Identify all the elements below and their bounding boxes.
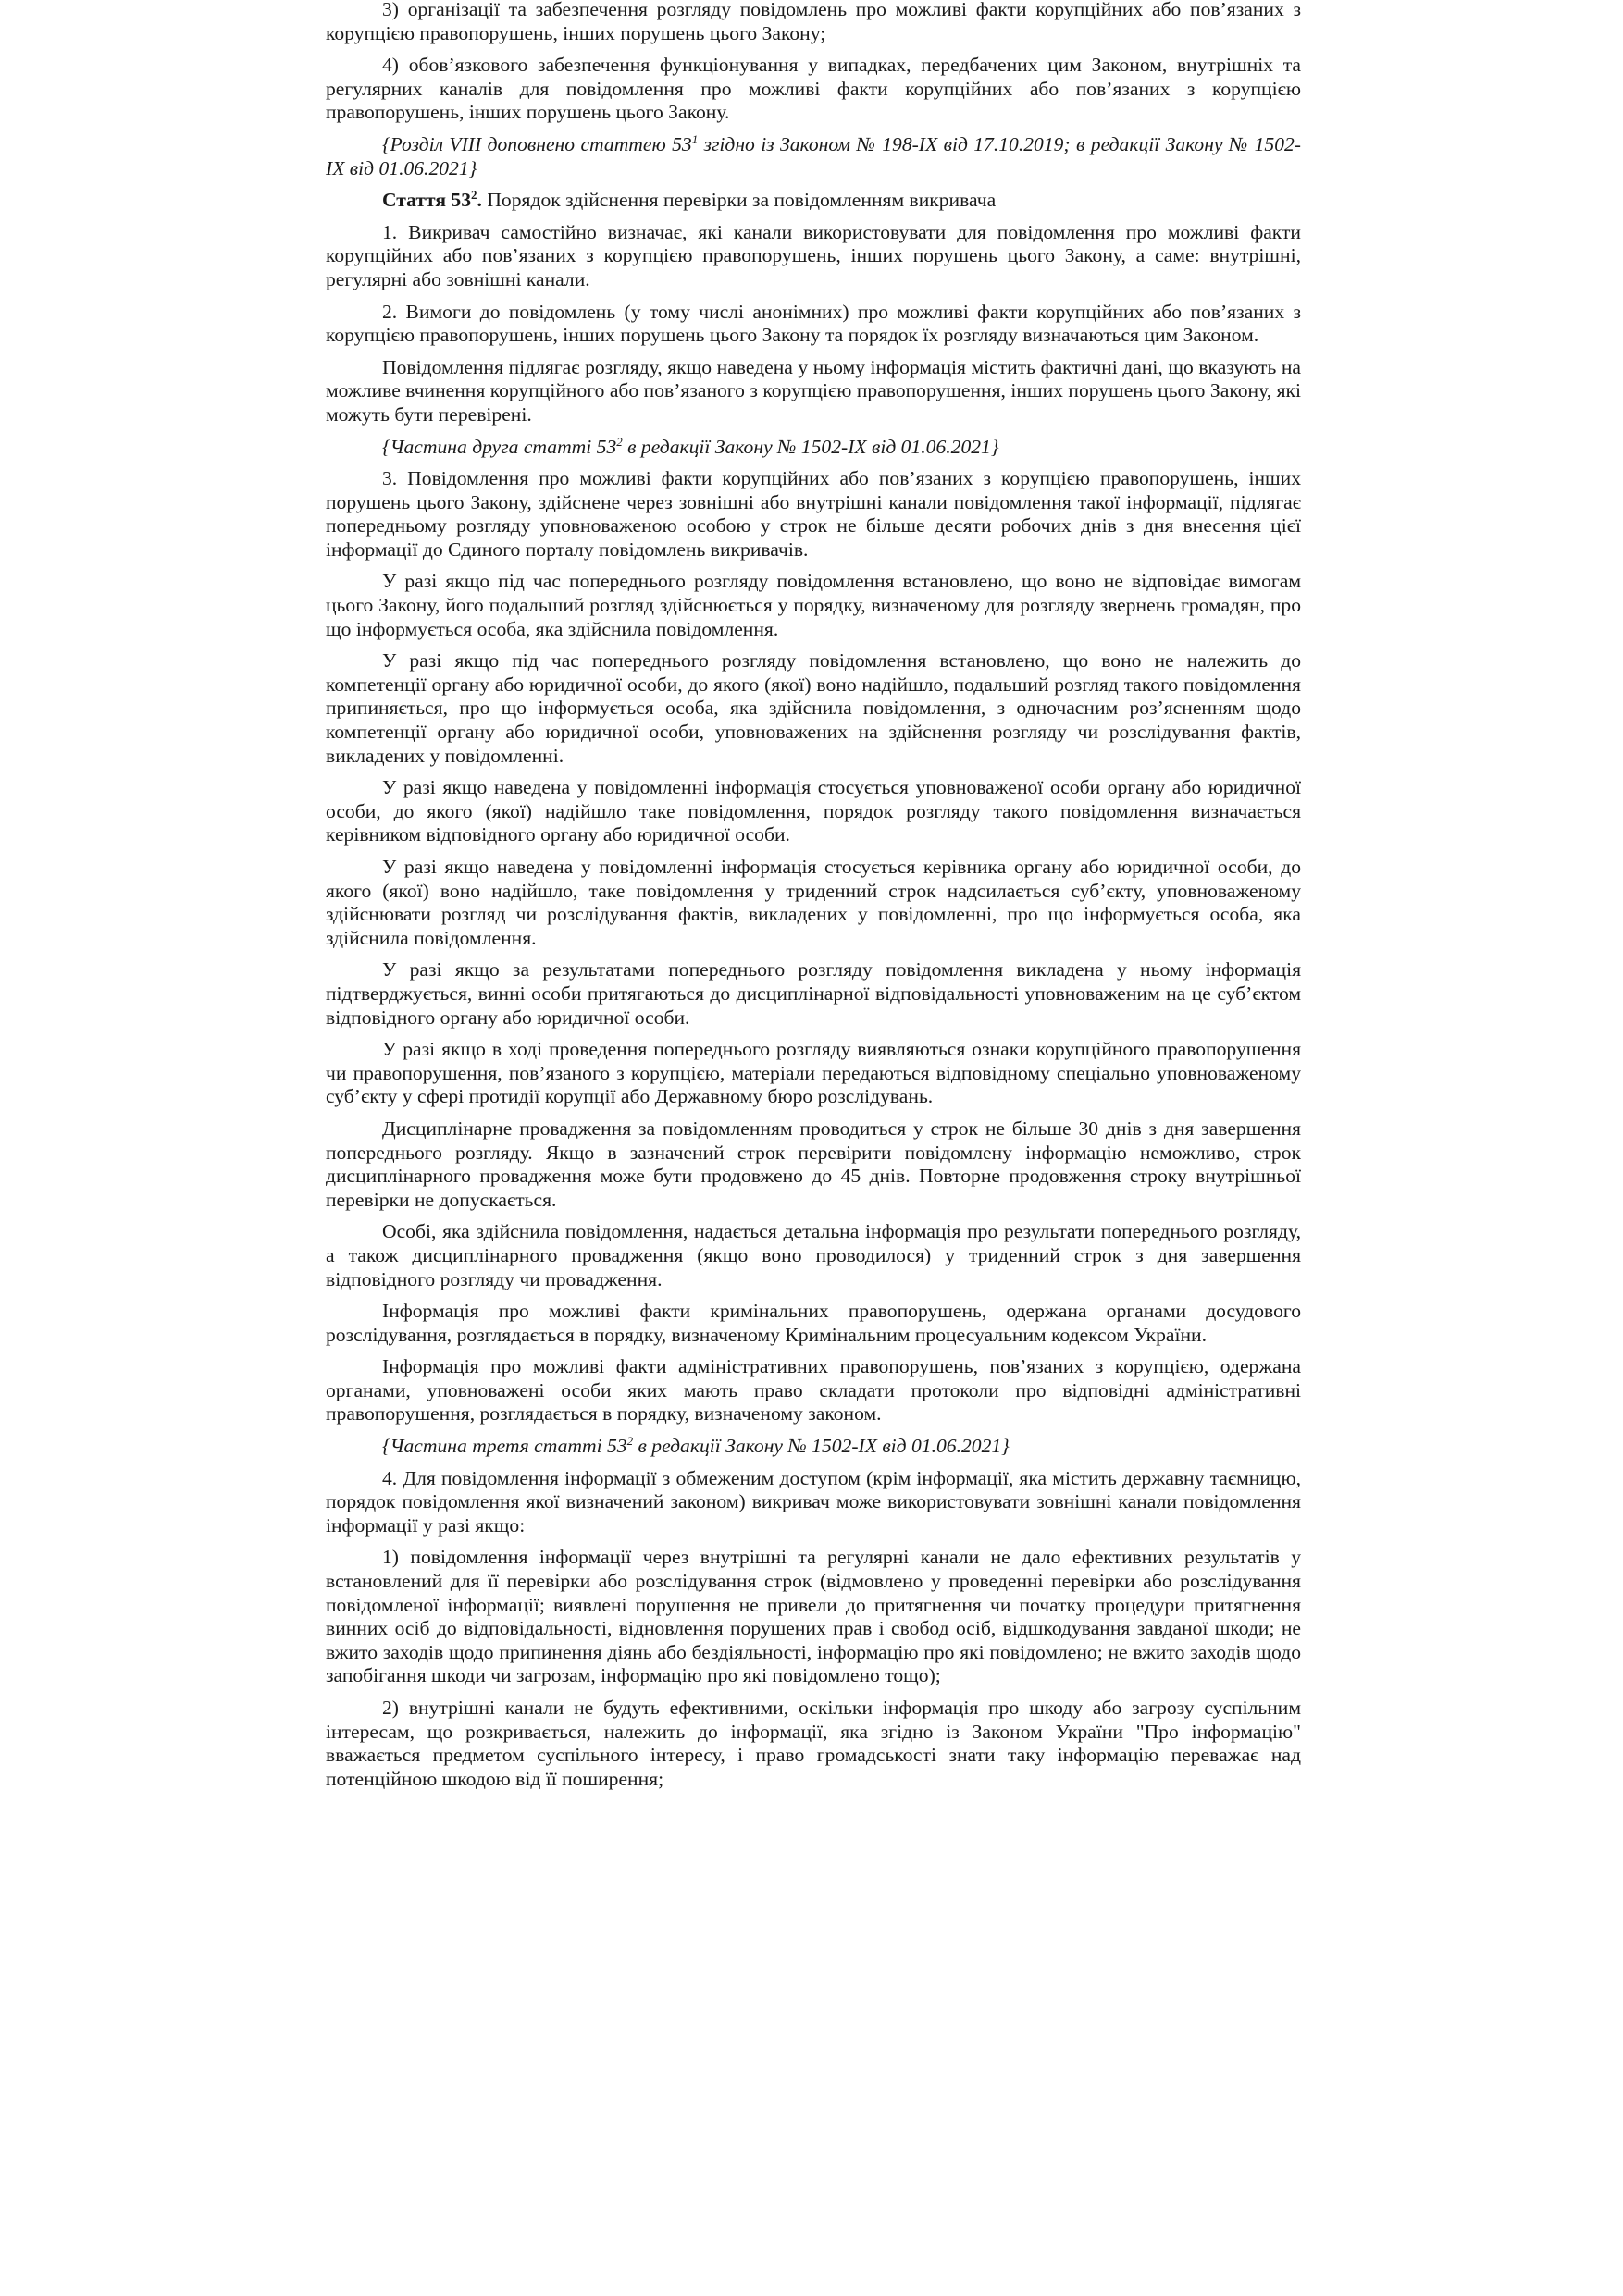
article-heading: Стаття $53^2$. Порядок здійснення перевірки за повідомленням викривача xyxy=(382,187,997,212)
paragraph: 1. Викривач самостійно визначає, які канали використовувати для повідомлення про можливі факти корупційних або пов’язаних з корупцією правопорушень, інших порушень цього Закону, а саме: внутрішні, регулярні або зовнішні канали. xyxy=(326,220,1301,290)
paragraph: У разі якщо за результатами попереднього розгляду повідомлення викладена у ньому інформація підтверджується, винні особи притягаються до дисциплінарної відповідальності уповноваженим на це суб’єктом відповідного органу або юридичної особи. xyxy=(326,958,1301,1029)
paragraph: У разі якщо під час попереднього розгляду повідомлення встановлено, що воно не належить до компетенції органу або юридичної особи, до якого (якої) воно надійшло, подальший розгляд такого повідомлення припиняється, про що інформується особа, яка здійснила повідомлення, з одночасним роз’ясненням щодо компетенції органу або юридичної особи, уповноважених на здійснення розгляду чи розслідування фактів, викладених у повідомленні. xyxy=(326,649,1301,767)
criminal-procedure-code-link[interactable]: Кримінальним процесуальним кодексом України xyxy=(785,1323,1202,1346)
paragraph: 2. Вимоги до повідомлень (у тому числі анонімних) про можливі факти корупційних або пов’язаних з корупцією правопорушень, інших порушень цього Закону та порядок їх розгляду визначаються цим Законом. xyxy=(326,300,1301,347)
paragraph: Повідомлення підлягає розгляду, якщо наведена у ньому інформація містить фактичні дані, що вказують на можливе вчинення корупційного або пов’язаного з корупцією правопорушення, інших порушень цього Закону, які можуть бути перевірені. xyxy=(326,355,1301,426)
editorial-note: {Частина третя статті $53^2$ в редакції Закону № 1502-IX від 01.06.2021} xyxy=(382,1433,1010,1458)
paragraph: 3) організації та забезпечення розгляду повідомлень про можливі факти корупційних або пов’язаних з корупцією правопорушень, інших порушень цього Закону; xyxy=(326,0,1301,44)
paragraph: 4) обов’язкового забезпечення функціонування у випадках, передбачених цим Законом, внутрішніх та регулярних каналів для повідомлення про можливі факти корупційних або пов’язаних з корупцією правопорушень, інших порушень цього Закону. xyxy=(326,54,1301,124)
paragraph: 3. Повідомлення про можливі факти корупційних або пов’язаних з корупцією правопорушень, інших порушень цього Закону, здійснене через зовнішні або внутрішні канали повідомлення такої інформації, підлягає попередньому розгляду уповноваженою особою у строк не більше десяти робочих днів з дня внесення цієї інформації до Єдиного порталу повідомлень викривачів. xyxy=(326,467,1301,561)
paragraph: Дисциплінарне провадження за повідомленням проводиться у строк не більше 30 днів з дня завершення попереднього розгляду. Якщо в зазначений строк перевірити повідомлену інформацію неможливо, строк дисциплінарного провадження може бути продовжено до 45 днів. Повторне продовження строку внутрішньої перевірки не допускається. xyxy=(326,1117,1301,1211)
editorial-note: {Розділ VIII доповнено статтею $53^1$ згідно із Законом № 198-IX від 17.10.2019; в редакції Закону № 1502-IX від 01.06.2021} xyxy=(326,131,1301,179)
paragraph: У разі якщо наведена у повідомленні інформація стосується керівника органу або юридичної особи, до якого (якої) воно надійшло, таке повідомлення у триденний строк надсилається суб’єкту, уповноваженому здійснювати розгляд чи розслідування фактів, викладених у повідомленні, про що інформується особа, яка здійснила повідомлення. xyxy=(326,856,1301,949)
paragraph: Інформація про можливі факти кримінальних правопорушень, одержана органами досудового розслідування, розглядається в порядку, визначеному Кримінальним процесуальним кодексом України. xyxy=(326,1300,1301,1346)
editorial-note: {Частина друга статті $53^2$ в редакції Закону № 1502-IX від 01.06.2021} xyxy=(382,434,999,458)
paragraph: Особі, яка здійснила повідомлення, надається детальна інформація про результати попереднього розгляду, а також дисциплінарного провадження (якщо воно проводилося) у триденний строк з дня завершення відповідного розгляду чи провадження. xyxy=(326,1220,1301,1290)
paragraph: 1) повідомлення інформації через внутрішні та регулярні канали не дало ефективних результатів у встановлений для її перевірки або розслідування строк (відмовлено у проведенні перевірки або розслідування повідомленої інформації; виявлені порушення не привели до притягнення чи початку процедури притягнення винних осіб до відповідальності, відновлення порушених прав і свобод осіб, відшкодування завданої шкоди; не вжито заходів щодо припинення діянь або бездіяльності, інформацію про які повідомлено; не вжито заходів щодо запобігання шкоди чи загрозам, інформацію про які повідомлено тощо); xyxy=(326,1546,1301,1687)
information-law-link[interactable]: Законом України "Про інформацію" xyxy=(972,1720,1301,1743)
paragraph: У разі якщо в ході проведення попереднього розгляду виявляються ознаки корупційного правопорушення чи правопорушення, пов’язаного з корупцією, матеріали передаються відповідному спеціально уповноваженому суб’єкту у сфері протидії корупції або Державному бюро розслідувань. xyxy=(326,1038,1301,1108)
paragraph: 4. Для повідомлення інформації з обмеженим доступом (крім інформації, яка містить державну таємницю, порядок повідомлення якої визначений законом) викривач може використовувати зовнішні канали повідомлення інформації у разі якщо: xyxy=(326,1466,1301,1537)
paragraph: У разі якщо наведена у повідомленні інформація стосується уповноваженої особи органу або юридичної особи, до якого (якої) надійшло таке повідомлення, порядок розгляду такого повідомлення визначається керівником відповідного органу або юридичної особи. xyxy=(326,776,1301,846)
paragraph: У разі якщо під час попереднього розгляду повідомлення встановлено, що воно не відповідає вимогам цього Закону, його подальший розгляд здійснюється у порядку, визначеному для розгляду звернень громадян, про що інформується особа, яка здійснила повідомлення. xyxy=(326,570,1301,640)
document-page xyxy=(326,0,1301,1799)
paragraph: Інформація про можливі факти адміністративних правопорушень, пов’язаних з корупцією, одержана органами, уповноважені особи яких мають право складати протоколи про відповідні адміністративні правопорушення, розглядається в порядку, визначеному законом. xyxy=(326,1355,1301,1426)
paragraph: 2) внутрішні канали не будуть ефективними, оскільки інформація про шкоду або загрозу суспільним інтересам, що розкривається, належить до інформації, яка згідно із Законом України "Про інформацію" вважається предметом суспільного інтересу, і право громадськості знати таку інформацію переважає над потенційною шкодою від її поширення; xyxy=(326,1697,1301,1790)
